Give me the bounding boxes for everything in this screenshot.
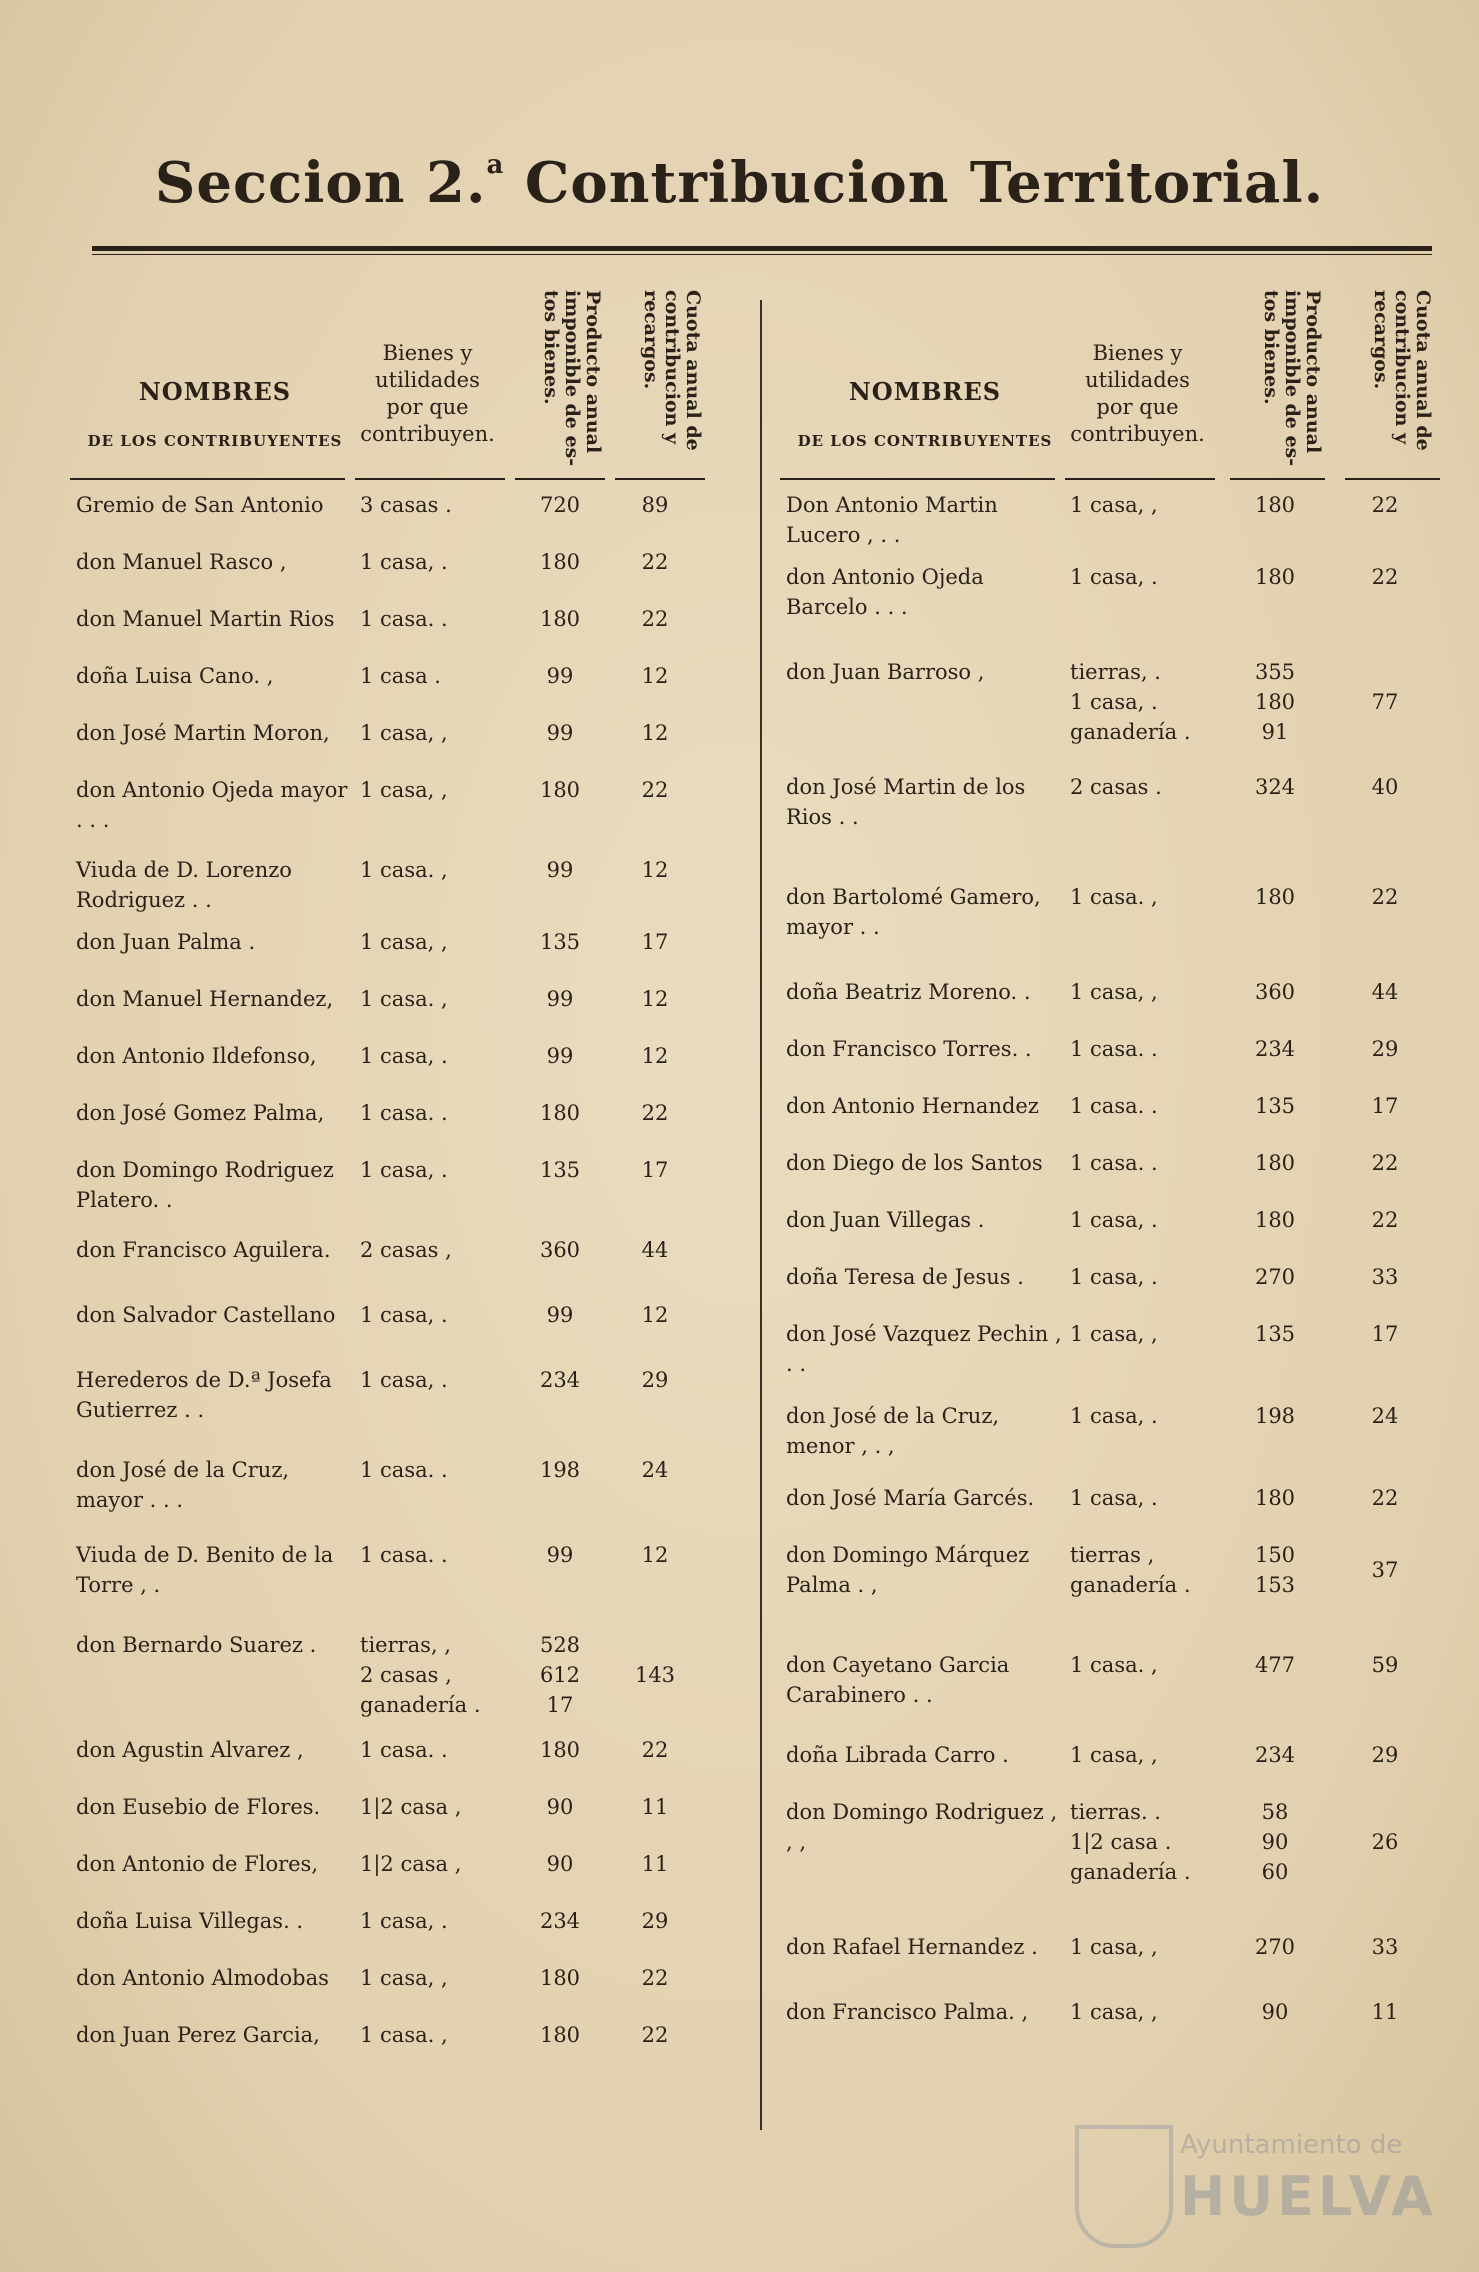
cell-prod: 180: [539, 1738, 581, 1762]
cell-cuota: 40: [1371, 775, 1399, 799]
cell-prod: 180: [1254, 493, 1296, 517]
cell-prod: 180: [539, 1966, 581, 1990]
cell-bienes: 1 casa, ,: [1070, 1935, 1158, 1959]
cell-prod: 180: [539, 1101, 581, 1125]
cell-cuota: 12: [641, 987, 669, 1011]
cell-cuota: 22: [1371, 1151, 1399, 1175]
cell-bienes: 1 casa. .: [360, 1738, 448, 1762]
page-title: [0, 150, 1479, 216]
left-rows: [70, 490, 740, 2077]
cell-bienes: 1 casa, ,: [1070, 980, 1158, 1004]
cell-cuota: 22: [641, 1738, 669, 1762]
cell-prod: 180: [1254, 885, 1296, 909]
header-rule: [355, 478, 505, 480]
cell-name: Don Antonio Martin Lucero , . .: [786, 493, 998, 547]
cuota-header: Cuota anual de contribucion y recargos.: [640, 290, 704, 451]
bienes-header: Bienes y utilidades por que contribuyen.: [360, 341, 495, 446]
cell-cuota: 33: [1371, 1935, 1399, 1959]
column-divider: [760, 300, 762, 2130]
cell-bienes: 1 casa. .: [360, 1543, 448, 1567]
cell-name: don Bernardo Suarez .: [76, 1633, 317, 1657]
cell-cuota: 22: [641, 2023, 669, 2047]
right-rows: [780, 490, 1450, 2054]
cuota-header: Cuota anual de contribucion y recargos.: [1370, 290, 1434, 451]
cell-cuota: 12: [641, 1543, 669, 1567]
cell-cuota: 44: [641, 1238, 669, 1262]
cell-bienes: tierras, , 2 casas , ganadería .: [360, 1633, 481, 1717]
cell-bienes: 1 casa, .: [360, 1368, 448, 1392]
cell-prod: 180: [539, 2023, 581, 2047]
cell-prod: 355 180 91: [1254, 660, 1296, 744]
cell-bienes: 1 casa, ,: [1070, 1743, 1158, 1767]
cell-cuota: 29: [1371, 1743, 1399, 1767]
cell-prod: 234: [1254, 1037, 1296, 1061]
cell-bienes: 1 casa. .: [360, 607, 448, 631]
cell-cuota: 12: [641, 1303, 669, 1327]
cell-prod: 99: [546, 1303, 574, 1327]
cell-cuota: 89: [641, 493, 669, 517]
names-header-big: NOMBRES: [138, 377, 292, 406]
cell-prod: 234: [1254, 1743, 1296, 1767]
cell-bienes: 1 casa, ,: [360, 721, 448, 745]
cell-prod: 324: [1254, 775, 1296, 799]
cell-name: don Diego de los Santos: [786, 1151, 1043, 1175]
cell-prod: 720: [539, 493, 581, 517]
cell-bienes: 1|2 casa ,: [360, 1852, 462, 1876]
cell-name: don Bartolomé Gamero, mayor . .: [786, 885, 1041, 939]
cell-cuota: 22: [641, 778, 669, 802]
cell-name: don Manuel Martin Rios: [76, 607, 335, 631]
cell-prod: 180: [539, 778, 581, 802]
huelva-watermark: [1065, 2125, 1437, 2245]
cell-name: don José Martin Moron,: [76, 721, 330, 745]
cell-bienes: 1 casa, .: [360, 550, 448, 574]
header-rule: [515, 478, 605, 480]
cell-name: doña Luisa Villegas. .: [76, 1909, 304, 1933]
cell-name: don Rafael Hernandez .: [786, 1935, 1038, 1959]
producto-header: Producto anual imponible de es-tos bienes.: [1260, 290, 1324, 467]
cell-prod: 150 153: [1254, 1543, 1296, 1597]
cell-cuota: 17: [641, 1158, 669, 1182]
names-header-small: DE LOS CONTRIBUYENTES: [87, 432, 343, 450]
header-rule: [1065, 478, 1215, 480]
cell-name: don Manuel Rasco ,: [76, 550, 287, 574]
cell-cuota: 59: [1371, 1653, 1399, 1677]
cell-name: don Juan Barroso ,: [786, 660, 985, 684]
cell-cuota: 11: [1371, 2000, 1399, 2024]
cell-bienes: 1 casa. ,: [1070, 885, 1158, 909]
cell-bienes: 1 casa .: [360, 664, 441, 688]
cell-prod: 477: [1254, 1653, 1296, 1677]
cell-bienes: 1 casa. .: [1070, 1037, 1158, 1061]
cell-bienes: tierras. . 1|2 casa . ganadería .: [1070, 1800, 1191, 1884]
cell-name: doña Luisa Cano. ,: [76, 664, 274, 688]
cell-bienes: 1 casa. ,: [1070, 1653, 1158, 1677]
cell-cuota: 17: [1371, 1094, 1399, 1118]
cell-bienes: 1 casa, .: [1070, 1208, 1158, 1232]
cell-cuota: 12: [641, 858, 669, 882]
producto-header: Producto anual imponible de es-tos bienes.: [540, 290, 604, 467]
header-rule: [70, 478, 345, 480]
cell-bienes: 1 casa, ,: [1070, 2000, 1158, 2024]
names-header-big: NOMBRES: [848, 377, 1002, 406]
cell-name: don Francisco Aguilera.: [76, 1238, 331, 1262]
cell-bienes: 2 casas .: [1070, 775, 1162, 799]
title-prefix: Seccion 2.: [154, 150, 487, 216]
cell-cuota: 22: [641, 1101, 669, 1125]
cell-prod: 234: [539, 1909, 581, 1933]
cell-cuota: 26: [1371, 1830, 1399, 1854]
cell-name: Viuda de D. Benito de la Torre , .: [76, 1543, 334, 1597]
cell-bienes: 3 casas .: [360, 493, 452, 517]
cell-name: don José Martin de los Rios . .: [786, 775, 1026, 829]
cell-name: don José Gomez Palma,: [76, 1101, 325, 1125]
cell-bienes: 1 casa, .: [360, 1303, 448, 1327]
cell-prod: 135: [539, 1158, 581, 1182]
cell-cuota: 143: [634, 1663, 676, 1687]
cell-name: don Juan Villegas .: [786, 1208, 985, 1232]
cell-name: don Juan Palma .: [76, 930, 256, 954]
cell-name: Viuda de D. Lorenzo Rodriguez . .: [76, 858, 292, 912]
cell-name: doña Beatriz Moreno. .: [786, 980, 1031, 1004]
cell-cuota: 22: [641, 1966, 669, 1990]
cell-prod: 198: [1254, 1404, 1296, 1428]
cell-name: don Antonio Ildefonso,: [76, 1044, 317, 1068]
cell-cuota: 22: [641, 607, 669, 631]
cell-cuota: 24: [641, 1458, 669, 1482]
cell-prod: 90: [546, 1852, 574, 1876]
header-rule: [615, 478, 705, 480]
cell-cuota: 22: [1371, 885, 1399, 909]
cell-name: Gremio de San Antonio: [76, 493, 324, 517]
cell-bienes: 2 casas ,: [360, 1238, 452, 1262]
cell-prod: 180: [539, 550, 581, 574]
title-rule: [92, 246, 1432, 251]
cell-name: don Antonio Hernandez: [786, 1094, 1039, 1118]
cell-prod: 135: [539, 930, 581, 954]
cell-name: don Juan Perez Garcia,: [76, 2023, 320, 2047]
cell-bienes: 1 casa, .: [1070, 1265, 1158, 1289]
cell-name: don José Vazquez Pechin , . .: [786, 1322, 1062, 1376]
cell-prod: 180: [1254, 1151, 1296, 1175]
cell-name: don Agustin Alvarez ,: [76, 1738, 304, 1762]
cell-name: don José de la Cruz, mayor . . .: [76, 1458, 290, 1512]
cell-prod: 99: [546, 721, 574, 745]
cell-name: Herederos de D.ª Josefa Gutierrez . .: [76, 1368, 332, 1422]
header-rule: [780, 478, 1055, 480]
cell-prod: 99: [546, 664, 574, 688]
cell-cuota: 33: [1371, 1265, 1399, 1289]
cell-cuota: 11: [641, 1852, 669, 1876]
cell-bienes: 1 casa. ,: [360, 2023, 448, 2047]
cell-prod: 99: [546, 1044, 574, 1068]
cell-bienes: 1 casa. ,: [360, 987, 448, 1011]
cell-cuota: 12: [641, 721, 669, 745]
cell-name: don Domingo Rodriguez , , ,: [786, 1800, 1058, 1854]
names-header: [70, 377, 360, 450]
cell-bienes: 1 casa, ,: [1070, 493, 1158, 517]
cell-cuota: 22: [1371, 1486, 1399, 1510]
cell-prod: 270: [1254, 1935, 1296, 1959]
cell-name: don José María Garcés.: [786, 1486, 1035, 1510]
watermark-line1: Ayuntamiento de: [1180, 2130, 1403, 2160]
cell-bienes: 1 casa, .: [360, 1044, 448, 1068]
cell-bienes: 1 casa, .: [1070, 565, 1158, 589]
cell-cuota: 22: [1371, 565, 1399, 589]
names-header: [780, 377, 1070, 450]
cell-name: don José de la Cruz, menor , . ,: [786, 1404, 1000, 1458]
left-column: [70, 280, 740, 2077]
shield-icon: [1075, 2125, 1173, 2248]
cell-name: don Antonio Almodobas: [76, 1966, 329, 1990]
cell-bienes: tierras, . 1 casa, . ganadería .: [1070, 660, 1191, 744]
cell-name: don Antonio de Flores,: [76, 1852, 319, 1876]
cell-bienes: 1 casa, ,: [360, 778, 448, 802]
left-header: [70, 280, 740, 480]
cell-cuota: 29: [1371, 1037, 1399, 1061]
cell-cuota: 29: [641, 1368, 669, 1392]
cell-prod: 360: [539, 1238, 581, 1262]
cell-bienes: 1 casa. .: [1070, 1094, 1158, 1118]
cell-cuota: 37: [1371, 1558, 1399, 1582]
cell-prod: 180: [1254, 1486, 1296, 1510]
cell-prod: 99: [546, 858, 574, 882]
cell-name: don Salvador Castellano: [76, 1303, 336, 1327]
cell-name: don Cayetano Garcia Carabinero . .: [786, 1653, 1010, 1707]
cell-name: don Antonio Ojeda mayor . . .: [76, 778, 348, 832]
cell-name: doña Teresa de Jesus .: [786, 1265, 1024, 1289]
cell-prod: 528 612 17: [539, 1633, 581, 1717]
cell-name: don Eusebio de Flores.: [76, 1795, 321, 1819]
cell-bienes: 1 casa. .: [360, 1458, 448, 1482]
cell-bienes: 1 casa, .: [360, 1158, 448, 1182]
cell-name: don Manuel Hernandez,: [76, 987, 334, 1011]
cell-cuota: 77: [1371, 690, 1399, 714]
cell-cuota: 12: [641, 1044, 669, 1068]
cell-bienes: 1 casa, .: [1070, 1486, 1158, 1510]
cell-prod: 135: [1254, 1094, 1296, 1118]
cell-prod: 90: [546, 1795, 574, 1819]
cell-cuota: 17: [1371, 1322, 1399, 1346]
header-rule: [1230, 478, 1325, 480]
cell-bienes: 1|2 casa ,: [360, 1795, 462, 1819]
cell-prod: 180: [1254, 565, 1296, 589]
cell-name: doña Librada Carro .: [786, 1743, 1009, 1767]
names-header-small: DE LOS CONTRIBUYENTES: [797, 432, 1053, 450]
cell-name: don Antonio Ojeda Barcelo . . .: [786, 565, 984, 619]
cell-prod: 99: [546, 987, 574, 1011]
cell-bienes: tierras , ganadería .: [1070, 1543, 1191, 1597]
cell-cuota: 11: [641, 1795, 669, 1819]
cell-prod: 90: [1261, 2000, 1289, 2024]
right-column: [780, 280, 1450, 2054]
cell-bienes: 1 casa, .: [1070, 1404, 1158, 1428]
cell-prod: 198: [539, 1458, 581, 1482]
cell-bienes: 1 casa. .: [360, 1101, 448, 1125]
cell-cuota: 12: [641, 664, 669, 688]
cell-cuota: 17: [641, 930, 669, 954]
cell-bienes: 1 casa, ,: [1070, 1322, 1158, 1346]
cell-name: don Francisco Palma. ,: [786, 2000, 1029, 2024]
cell-prod: 135: [1254, 1322, 1296, 1346]
right-header: [780, 280, 1450, 480]
cell-prod: 180: [539, 607, 581, 631]
title-sup: a: [486, 150, 505, 180]
bienes-header: Bienes y utilidades por que contribuyen.: [1070, 341, 1205, 446]
cell-cuota: 24: [1371, 1404, 1399, 1428]
cell-prod: 360: [1254, 980, 1296, 1004]
cell-bienes: 1 casa, ,: [360, 930, 448, 954]
cell-cuota: 22: [1371, 493, 1399, 517]
cell-bienes: 1 casa, ,: [360, 1966, 448, 1990]
cell-name: don Domingo Márquez Palma . ,: [786, 1543, 1030, 1597]
cell-cuota: 22: [641, 550, 669, 574]
cell-name: don Francisco Torres. .: [786, 1037, 1032, 1061]
cell-bienes: 1 casa. .: [1070, 1151, 1158, 1175]
cell-prod: 234: [539, 1368, 581, 1392]
cell-cuota: 44: [1371, 980, 1399, 1004]
cell-bienes: 1 casa, .: [360, 1909, 448, 1933]
cell-prod: 58 90 60: [1261, 1800, 1289, 1884]
watermark-line2: HUELVA: [1180, 2165, 1437, 2228]
title-text: Contribucion Territorial.: [524, 150, 1325, 216]
cell-bienes: 1 casa. ,: [360, 858, 448, 882]
title-rule-thin: [92, 254, 1432, 255]
cell-prod: 99: [546, 1543, 574, 1567]
header-rule: [1345, 478, 1440, 480]
cell-name: don Domingo Rodriguez Platero. .: [76, 1158, 334, 1212]
cell-prod: 180: [1254, 1208, 1296, 1232]
cell-cuota: 29: [641, 1909, 669, 1933]
cell-prod: 270: [1254, 1265, 1296, 1289]
cell-cuota: 22: [1371, 1208, 1399, 1232]
